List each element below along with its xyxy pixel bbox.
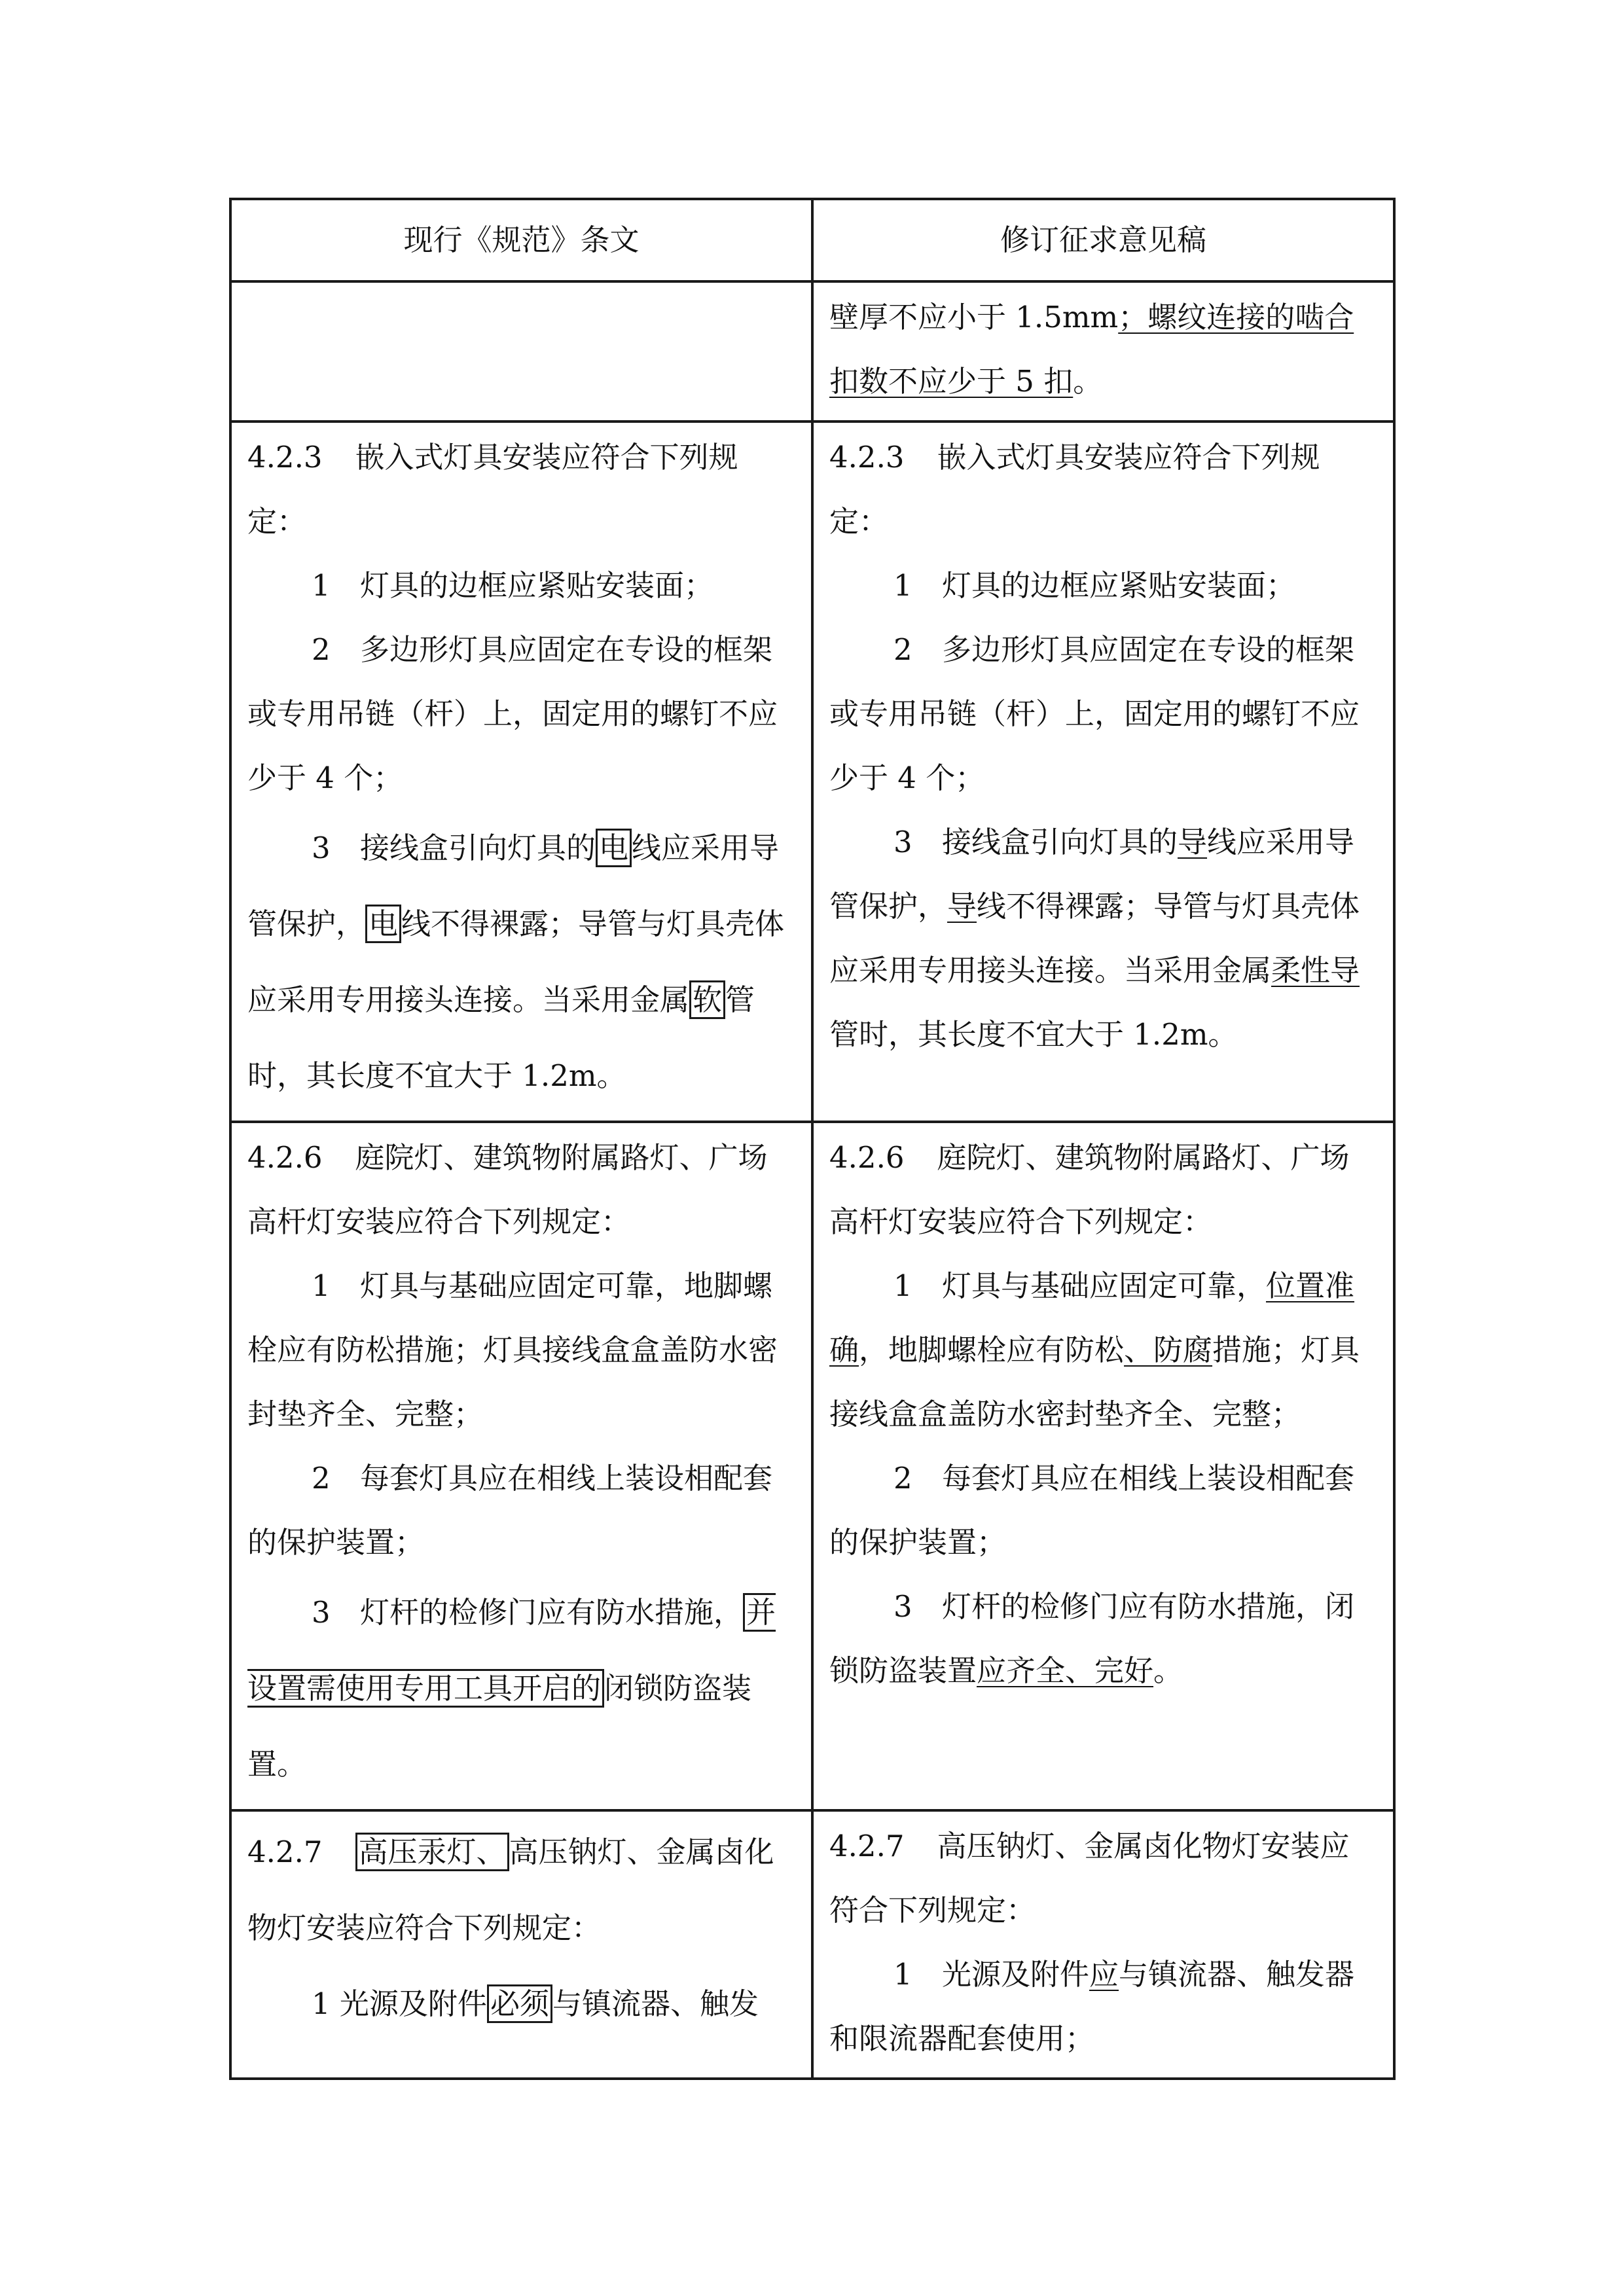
header-row: [230, 199, 1394, 281]
header-current-clause: 现行《规范》条文: [230, 199, 812, 281]
clause-item: 2 多边形灯具应固定在专设的框架或专用吊链（杆）上，固定用的螺钉不应少于 4 个；: [829, 632, 1360, 795]
row-continuation: [230, 281, 1394, 422]
clause-item: 3 接线盒引向灯具的导线应采用导管保护，导线不得裸露；导管与灯具壳体应采用专用接头连接。当采用金属柔性导管时，其长度不宜大于 1.2m。: [829, 825, 1360, 1052]
clause-heading: 4.2.7 高压汞灯、 高压钠灯、金属卤化物灯安装应符合下列规定：: [247, 1814, 795, 1966]
revised-underline: 导: [1178, 825, 1208, 859]
header-revised-draft: 修订征求意见稿: [812, 199, 1394, 281]
cell-current-4-2-3: [230, 422, 812, 1122]
clause-item: 1 灯具与基础应固定可靠，位置准确，地脚螺栓应有防松、防腐措施；灯具接线盒盒盖防水密封垫齐全、完整；: [829, 1268, 1360, 1431]
boxed-text: 电: [596, 829, 632, 867]
row-4-2-3: [230, 422, 1394, 1122]
revised-underline: 应: [1089, 1957, 1119, 1992]
clause-heading: 4.2.7 高压钠灯、金属卤化物灯安装应符合下列规定：: [829, 1829, 1350, 1928]
comparison-table: [229, 198, 1396, 2080]
cell-revised-4-2-7: [812, 1810, 1394, 2079]
clause-heading: 4.2.3 嵌入式灯具安装应符合下列规定：: [247, 440, 738, 539]
revised-underline: 柔性导: [1271, 953, 1360, 988]
clause-item: 2 每套灯具应在相线上装设相配套的保护装置；: [829, 1461, 1355, 1560]
clause-heading: 4.2.6 庭院灯、建筑物附属路灯、广场高杆灯安装应符合下列规定：: [829, 1140, 1350, 1239]
clause-item: 1 灯具与基础应固定可靠，地脚螺栓应有防松措施；灯具接线盒盒盖防水密封垫齐全、完整；: [247, 1268, 778, 1431]
row-4-2-6: [230, 1122, 1394, 1810]
row-4-2-7: [230, 1810, 1394, 2079]
revised-underline: 导: [947, 889, 977, 924]
boxed-text: 软: [689, 980, 725, 1019]
revised-underline: 位置准确: [829, 1268, 1355, 1367]
cell-revised-continuation: 壁厚不应小于 1.5mm；螺纹连接的啮合扣数不应少于 5 扣。: [812, 281, 1394, 422]
clause-item: 3 灯杆的检修门应有防水措施，闭锁防盗装置应齐全、完好。: [829, 1589, 1355, 1688]
clause-item: 1 灯具的边框应紧贴安装面；: [312, 568, 714, 603]
clause-heading: 4.2.6 庭院灯、建筑物附属路灯、广场高杆灯安装应符合下列规定：: [247, 1140, 768, 1239]
boxed-text: 高压汞灯、: [355, 1833, 509, 1871]
cell-revised-4-2-6: [812, 1122, 1394, 1810]
clause-item: 3 灯杆的检修门应有防水措施， 并设置需使用专用工具开启的 闭锁防盗装置。: [247, 1575, 795, 1803]
revised-underline: 、防腐: [1124, 1333, 1213, 1367]
clause-heading: 4.2.3 嵌入式灯具安装应符合下列规定：: [829, 440, 1320, 539]
revised-underline: 应齐全、完好: [977, 1653, 1154, 1688]
clause-item: 1 光源及附件 必须 与镇流器、触发: [247, 1966, 795, 2042]
boxed-text: 电: [365, 905, 401, 943]
clause-item: 2 每套灯具应在相线上装设相配套的保护装置；: [247, 1461, 773, 1560]
cell-revised-4-2-3: [812, 422, 1394, 1122]
clause-item: 1 光源及附件应与镇流器、触发器和限流器配套使用；: [829, 1957, 1355, 2056]
cell-current-4-2-7: [230, 1810, 812, 2079]
revised-underline: ；螺纹连接的啮合扣数不应少于 5 扣: [829, 300, 1354, 399]
clause-item: 2 多边形灯具应固定在专设的框架或专用吊链（杆）上，固定用的螺钉不应少于 4 个；: [247, 632, 778, 795]
cell-current-empty: [230, 281, 812, 422]
clause-item: 3 接线盒引向灯具的 电 线应采用导管保护， 电 线不得裸露；导管与灯具壳体应采用专用接头连接。当采用金属 软 管时，其长度不宜大于 1.2m。: [247, 810, 795, 1114]
boxed-text: 并设置需使用专用工具开启的: [247, 1593, 776, 1708]
clause-item: 1 灯具的边框应紧贴安装面；: [893, 568, 1296, 603]
boxed-text: 必须: [487, 1984, 552, 2023]
cell-current-4-2-6: [230, 1122, 812, 1810]
